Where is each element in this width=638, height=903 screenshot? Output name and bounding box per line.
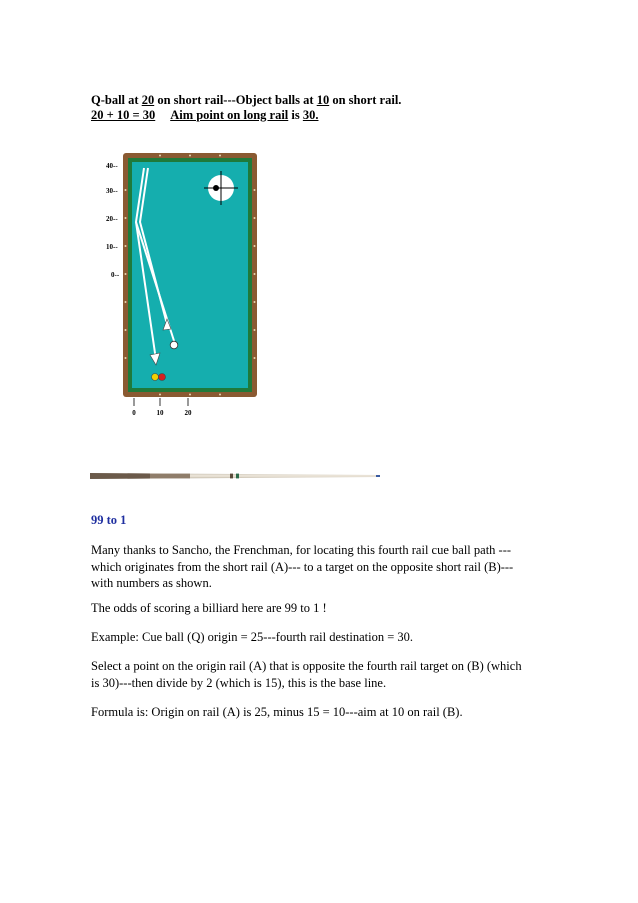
diamond — [125, 245, 127, 247]
header-line-1 — [91, 93, 401, 108]
diamond — [219, 394, 221, 396]
bottom-ticks — [134, 398, 188, 406]
cue-joint — [230, 474, 233, 479]
header2-aim-label: Aim point on long rail — [170, 108, 289, 122]
paragraph-select-point: Select a point on the origin rail (A) that is opposite the fourth rail target on (B) (which is 30)---then divide by 2 (which is 15), this is the base line. — [91, 659, 522, 690]
paragraph-odds: The odds of scoring a billiard here are 99 to 1 ! — [91, 601, 327, 615]
header2-aim-value: 30. — [302, 108, 319, 122]
diamond — [125, 217, 127, 219]
section-title: 99 to 1 — [91, 513, 127, 527]
scale-label-20: 20-- — [106, 215, 118, 223]
bottom-label-0: 0 — [132, 409, 136, 417]
scale-label-30: 30-- — [106, 187, 118, 195]
cue-ball — [170, 341, 178, 349]
bottom-label-10: 10 — [156, 409, 164, 417]
scale-label-0: 0-- — [111, 271, 120, 279]
paragraph-example: Example: Cue ball (Q) origin = 25---fourth rail destination = 30. — [91, 630, 414, 644]
cue-butt — [90, 473, 150, 479]
diamond — [219, 155, 221, 157]
cue-wrap — [150, 474, 190, 479]
diamond — [254, 189, 256, 191]
cue-stick-image — [90, 470, 385, 482]
header2-gap — [155, 108, 170, 122]
header1-text-c: on short rail---Object balls at — [154, 93, 317, 107]
diamond — [125, 189, 127, 191]
target-ball — [213, 185, 219, 191]
diamond — [125, 329, 127, 331]
header1-qball-value: 20 — [141, 93, 155, 107]
paragraph-thanks: Many thanks to Sancho, the Frenchman, for locating this fourth rail cue ball path ---which originates from the short rail (A)--- to a target on the opposite short rail (B)---with numbers as shown. — [91, 543, 514, 590]
diamond — [125, 357, 127, 359]
object-ball-red — [159, 374, 166, 381]
header1-text-e: on short rail. — [329, 93, 402, 107]
diamond — [254, 329, 256, 331]
billiard-table-diagram — [100, 150, 270, 425]
diamond — [189, 394, 191, 396]
diamond — [254, 301, 256, 303]
header1-object-value: 10 — [316, 93, 330, 107]
bottom-label-20: 20 — [184, 409, 192, 417]
cue-tip — [376, 475, 380, 477]
diamond — [254, 245, 256, 247]
cue-ring — [236, 474, 239, 479]
paragraph-formula: Formula is: Origin on rail (A) is 25, minus 15 = 10---aim at 10 on rail (B). — [91, 705, 463, 719]
header1-text-a: Q-ball at — [91, 93, 142, 107]
scale-label-40: 40-- — [106, 162, 118, 170]
diamond — [254, 217, 256, 219]
header2-sum: 20 + 10 = 30 — [91, 108, 156, 122]
diamond — [125, 273, 127, 275]
object-ball-yellow — [152, 374, 159, 381]
scale-label-10: 10-- — [106, 243, 118, 251]
diamond — [254, 273, 256, 275]
header-line-2 — [91, 108, 318, 123]
diamond — [254, 357, 256, 359]
diamond — [159, 394, 161, 396]
diamond — [189, 155, 191, 157]
header2-text-c: is — [288, 108, 303, 122]
diamond — [125, 301, 127, 303]
diamond — [159, 155, 161, 157]
